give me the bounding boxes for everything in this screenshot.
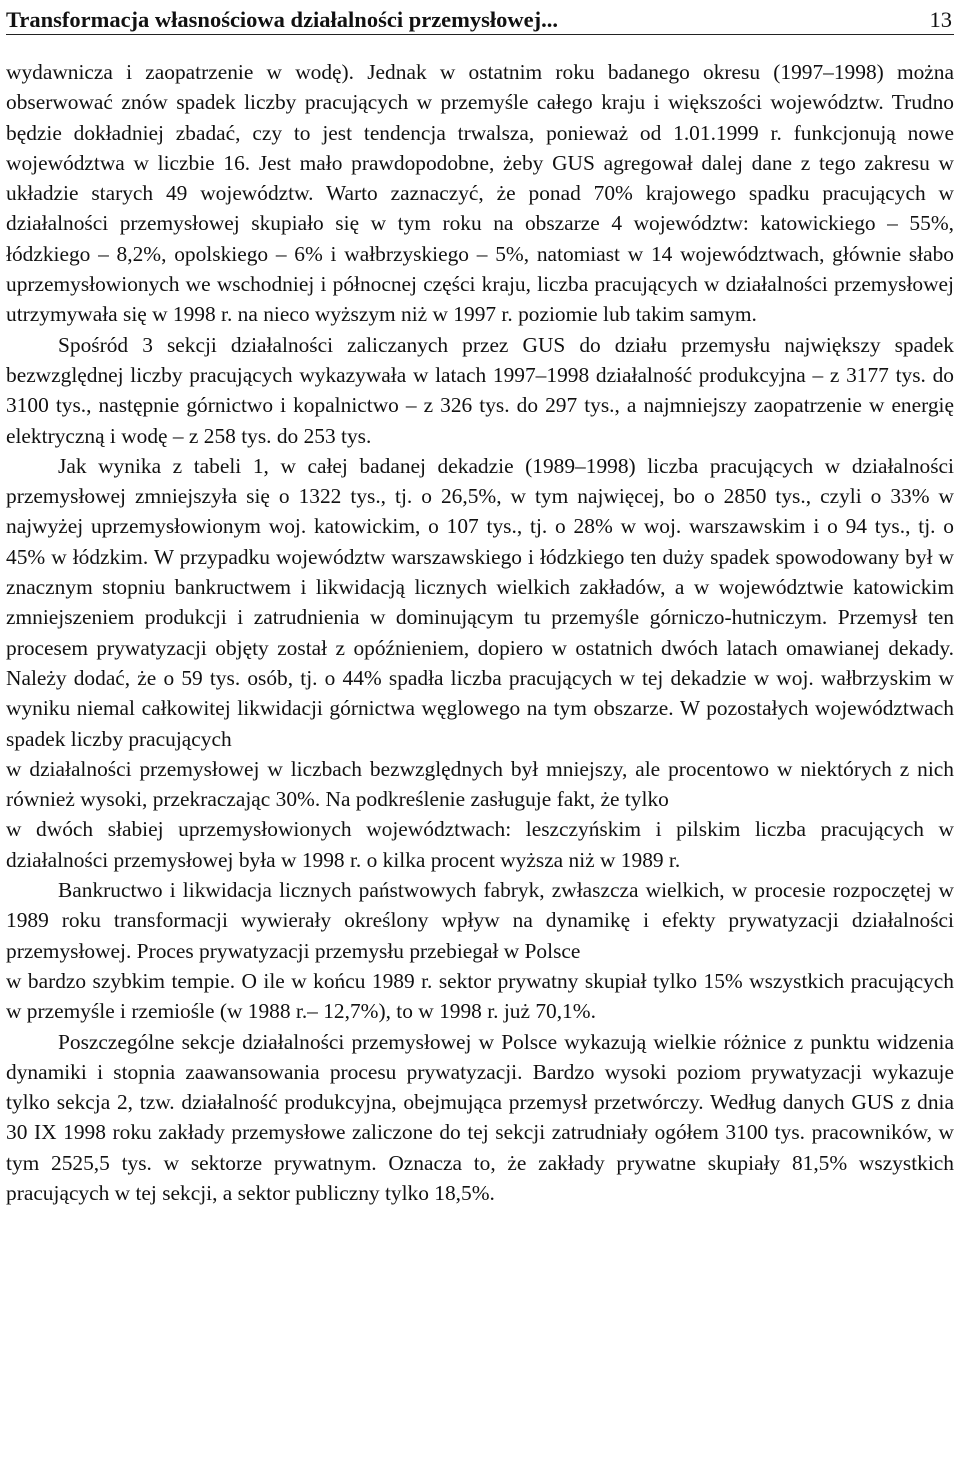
paragraph-decade-decline-cont-2: w dwóch słabiej uprzemysłowionych województwach: leszczyńskim i pilskim liczba pracujących w działalności przemysłowej była w 1998 r. o kilka procent wyższa niż w 1989 r. [6,817,954,872]
running-header [6,0,954,35]
paragraph-decade-decline-cont-1: w działalności przemysłowej w liczbach bezwzględnych był mniejszy, ale procentowo w niektórych z nich również wysoki, przekraczając 30%. Na podkreślenie zasługuje fakt, że tylko [6,756,954,812]
paragraph-sections-privatization: Poszczególne sekcje działalności przemysłowej w Polsce wykazują wielkie różnice z punktu widzenia dynamiki i stopnia zaawansowania procesu prywatyzacji. Bardzo wysoki poziom prywatyzacji wykazuje tylko sekcja 2, tzw. działalność produkcyjna, obejmująca przemysł przetwórczy. Według danych GUS z dnia 30 IX 1998 roku zakłady przemysłowe zaliczone do tej sekcji zatrudniały ogółem 3100 tys. pracowników, w tym 2525,5 tys. w sektorze prywatnym. Oznacza to, że zakłady prywatne skupiały 81,5% wszystkich pracujących w tej sekcji, a sektor publiczny tylko 18,5%. [6,1029,954,1205]
paragraph-decade-decline: Jak wynika z tabeli 1, w całej badanej dekadzie (1989–1998) liczba pracujących w działalności przemysłowej zmniejszyła się o 1322 tys., tj. o 26,5%, w tym najwięcej, bo o 2850 tys., czyli o 33% w najwyżej uprzemysłowionym woj. katowickim, o 107 tys., tj. o 28% w woj. warszawskim i o 94 tys., tj. o 45% w łódzkim. W przypadku województw warszawskiego i łódzkiego ten duży spadek spowodowany był w znacznym stopniu bankructwem i likwidacją licznych wielkich zakładów, a w województwie katowickim zmniejszeniem produkcji i zatrudnienia w dominującym tu przemyśle górniczo-hutniczym. Przemysł ten procesem prywatyzacji objęty został z opóźnieniem, dopiero w ostatnich dwóch latach omawianej dekady. Należy dodać, że o 59 tys. osób, tj. o 44% spadła liczba pracujących w tej dekadzie w woj. wałbrzyskim w wyniku niemal całkowitej likwidacji górnictwa węglowego na tym obszarze. W pozostałych województwach spadek liczby pracujących [6,453,954,751]
document-page [6,0,954,1208]
body-text [6,57,954,1208]
paragraph-sections-decline: Spośród 3 sekcji działalności zaliczanych przez GUS do działu przemysłu największy spadek bezwzględnej liczby pracujących wykazywała w latach 1997–1998 działalność produkcyjna – z 3177 tys. do 3100 tys., następnie górnictwo i kopalnictwo – z 326 tys. do 297 tys., a najmniejszy zaopatrzenie w energię elektryczną i wodę – z 258 tys. do 253 tys. [6,332,954,448]
paragraph-bankruptcy-cont: w bardzo szybkim tempie. O ile w końcu 1989 r. sektor prywatny skupiał tylko 15% wszystkich pracujących w przemyśle i rzemiośle (w 1988 r.– 12,7%), to w 1998 r. już 70,1%. [6,968,954,1024]
running-title: Transformacja własnościowa działalności przemysłowej... [6,7,559,32]
paragraph-bankruptcy: Bankructwo i likwidacja licznych państwowych fabryk, zwłaszcza wielkich, w procesie rozpoczętej w 1989 roku transformacji wywierały określony wpływ na dynamikę i efekty prywatyzacji działalności przemysłowej. Proces prywatyzacji przemysłu przebiegał w Polsce [6,878,954,963]
page-number: 13 [929,7,952,32]
paragraph-continuation: wydawnicza i zaopatrzenie w wodę). Jednak w ostatnim roku badanego okresu (1997–1998) można obserwować znów spadek liczby pracujących w przemyśle całego kraju i większości województw. Trudno będzie dokładniej zbadać, czy to jest tendencja trwalsza, ponieważ od 1.01.1999 r. funkcjonują nowe województwa w liczbie 16. Jest mało prawdopodobne, żeby GUS agregował dalej dane z tego zakresu w układzie starych 49 województw. Warto zaznaczyć, że ponad 70% krajowego spadku pracujących w działalności przemysłowej skupiało się w tym roku na obszarze 4 województw: katowickiego – 55%, łódzkiego – 8,2%, opolskiego – 6% i wałbrzyskiego – 5%, natomiast w 14 województwach, głównie słabo uprzemysłowionych we wschodniej i północnej części kraju, liczba pracujących w działalności przemysłowej utrzymywała się w 1998 r. na nieco wyższym niż w 1997 r. poziomie lub takim samym. [6,60,954,327]
